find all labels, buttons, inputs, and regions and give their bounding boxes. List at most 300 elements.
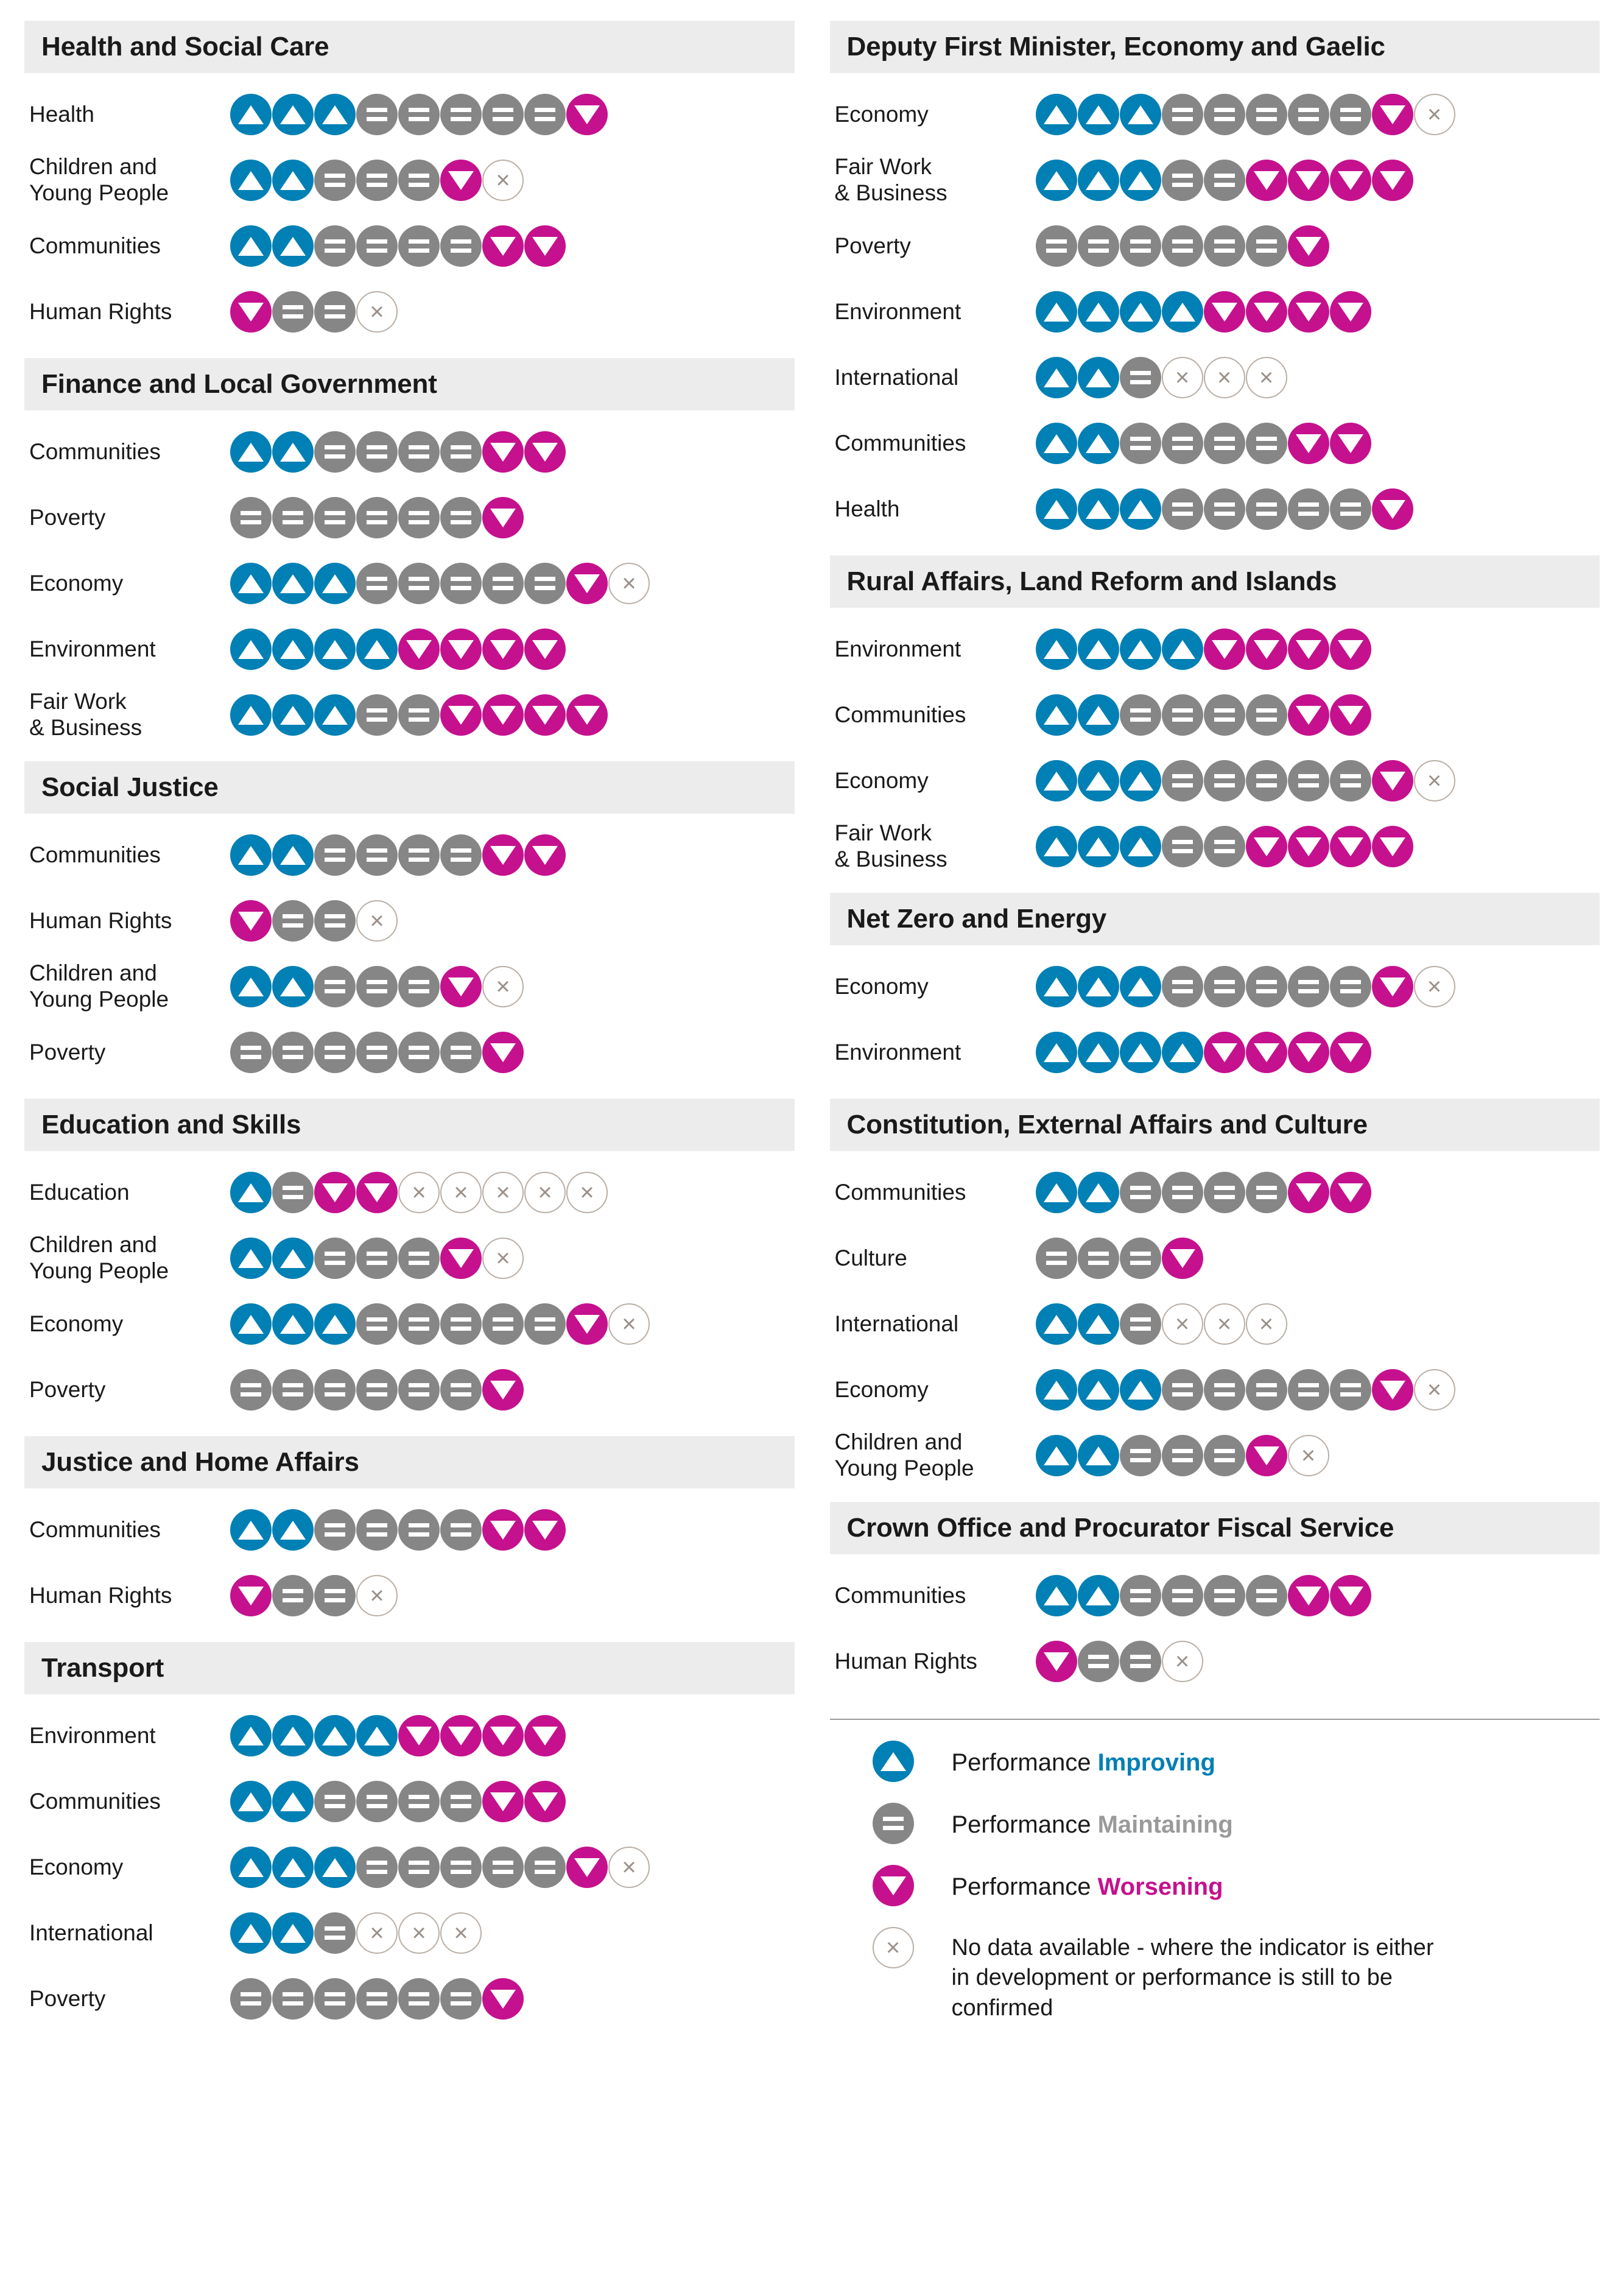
maintaining-icon [1288, 94, 1329, 135]
maintaining-icon [1162, 826, 1203, 867]
improving-icon [230, 966, 272, 1007]
improving-icon [1036, 966, 1077, 1007]
legend-icon-wrap [873, 1927, 952, 1968]
maintaining-icon [1162, 1369, 1203, 1411]
improving-icon [1036, 826, 1077, 867]
section-title: Net Zero and Energy [846, 904, 1107, 934]
maintaining-icon [1162, 1435, 1203, 1476]
row-label: Economy [29, 570, 124, 596]
worsening-icon [1372, 94, 1413, 135]
status-icon-group [230, 834, 566, 876]
worsening-icon [524, 629, 566, 670]
section-header [830, 555, 1600, 608]
nodata-icon [1162, 1303, 1203, 1345]
worsening-icon [1246, 629, 1287, 670]
legend-label: Performance Maintaining [951, 1811, 1233, 1838]
legend-item [830, 1865, 1600, 1906]
maintaining-icon [1246, 488, 1287, 530]
improving-icon [272, 1238, 314, 1279]
legend-label: No data available - where the indicator is either in development or performance is still to be confirmed [951, 1935, 1434, 2021]
indicator-row [830, 476, 1600, 542]
maintaining-icon [440, 1369, 482, 1411]
maintaining-icon [314, 291, 356, 333]
status-icon-group [1036, 94, 1455, 135]
worsening-icon [1330, 291, 1371, 333]
maintaining-icon [1162, 1172, 1203, 1213]
maintaining-icon [1330, 1369, 1371, 1411]
worsening-icon [1246, 1032, 1287, 1073]
nodata-icon [482, 1172, 524, 1213]
status-icon-group [230, 629, 566, 670]
improving-icon [1120, 94, 1161, 135]
legend-keyword: Worsening [1097, 1873, 1223, 1900]
maintaining-icon [440, 94, 482, 135]
improving-icon [230, 834, 272, 876]
improving-icon [1078, 1575, 1119, 1616]
improving-icon [314, 694, 356, 736]
worsening-icon [482, 431, 524, 473]
indicator-row [24, 822, 795, 888]
maintaining-icon [440, 563, 482, 604]
maintaining-icon [398, 1509, 440, 1551]
status-icon-group [230, 966, 524, 1007]
row-label: Communities [29, 1516, 161, 1542]
maintaining-icon [1120, 1238, 1161, 1279]
section-header [830, 21, 1600, 73]
worsening-icon [482, 1369, 524, 1411]
maintaining-icon [356, 225, 398, 267]
status-icon-group [230, 1172, 608, 1213]
maintaining-icon [398, 1978, 440, 2020]
row-label: Communities [834, 430, 966, 456]
right-column [830, 21, 1600, 2267]
worsening-icon [440, 694, 482, 736]
status-icon-group [1036, 1575, 1371, 1616]
maintaining-icon [482, 94, 524, 135]
nodata-icon [1162, 1641, 1203, 1682]
row-label: Poverty [29, 1039, 106, 1065]
indicator-row [24, 682, 795, 748]
nodata-icon [482, 966, 524, 1007]
status-icon-group [230, 1238, 524, 1279]
maintaining-icon [524, 563, 566, 604]
status-icon-group [230, 225, 566, 267]
status-icon-group [230, 160, 524, 201]
maintaining-icon [1120, 1303, 1161, 1345]
worsening-icon [230, 900, 272, 942]
status-icon-group [230, 900, 398, 942]
section [24, 1436, 795, 1629]
maintaining-icon [1330, 760, 1371, 801]
improving-icon [1078, 760, 1119, 801]
row-label: Economy [834, 973, 929, 999]
improving-icon [1120, 1369, 1161, 1411]
worsening-icon [1246, 826, 1287, 867]
maintaining-icon [356, 563, 398, 604]
row-label: Education [29, 1179, 130, 1205]
nodata-icon [482, 160, 524, 201]
improving-icon [1036, 423, 1077, 464]
indicator-row [24, 147, 795, 213]
status-icon-group [1036, 291, 1371, 333]
section [24, 1099, 795, 1423]
improving-icon [272, 694, 314, 736]
indicator-row [830, 410, 1600, 476]
status-icon-group [1036, 1369, 1455, 1411]
maintaining-icon [1204, 1435, 1245, 1476]
maintaining-icon [398, 1847, 440, 1888]
section-title: Transport [41, 1653, 164, 1683]
worsening-icon [524, 1781, 566, 1822]
maintaining-icon [398, 1238, 440, 1279]
section [830, 893, 1600, 1085]
row-label: Communities [29, 1788, 161, 1814]
row-label: Human Rights [29, 907, 172, 933]
improving-icon [272, 225, 314, 267]
improving-icon [1120, 760, 1161, 801]
worsening-icon [482, 225, 524, 267]
maintaining-icon [398, 563, 440, 604]
worsening-icon [1204, 629, 1245, 670]
legend-item [830, 1803, 1600, 1844]
improving-icon [1120, 291, 1161, 333]
indicator-row [24, 616, 795, 682]
maintaining-icon [482, 1303, 524, 1345]
worsening-icon [873, 1865, 914, 1906]
maintaining-icon [1288, 966, 1329, 1007]
worsening-icon [440, 966, 482, 1007]
indicator-row [830, 1160, 1600, 1225]
indicator-row [830, 1629, 1600, 1694]
nodata-icon [356, 291, 398, 333]
row-label: Environment [834, 1039, 961, 1065]
improving-icon [314, 1303, 356, 1345]
improving-icon [230, 1847, 272, 1888]
maintaining-icon [398, 160, 440, 201]
improving-icon [272, 966, 314, 1007]
improving-icon [272, 1912, 314, 1954]
maintaining-icon [1288, 1369, 1329, 1411]
maintaining-icon [356, 1369, 398, 1411]
maintaining-icon [356, 497, 398, 538]
status-icon-group [230, 1847, 650, 1888]
maintaining-icon [356, 1978, 398, 2020]
row-label: Human Rights [834, 1648, 977, 1674]
section-header [24, 1642, 795, 1694]
worsening-icon [482, 497, 524, 538]
maintaining-icon [1330, 488, 1371, 530]
improving-icon [230, 1238, 272, 1279]
improving-icon [272, 431, 314, 473]
status-icon-group [230, 497, 524, 538]
improving-icon [230, 1715, 272, 1756]
maintaining-icon [314, 160, 356, 201]
row-label: Fair Work & Business [834, 154, 947, 205]
improving-icon [272, 834, 314, 876]
worsening-icon [1372, 826, 1413, 867]
maintaining-icon [1036, 1238, 1077, 1279]
maintaining-icon [1204, 225, 1245, 267]
indicator-row [830, 82, 1600, 147]
maintaining-icon [1246, 1369, 1287, 1411]
nodata-icon [482, 1238, 524, 1279]
improving-icon [272, 563, 314, 604]
improving-icon [1078, 1369, 1119, 1411]
maintaining-icon [314, 1575, 356, 1616]
worsening-icon [1372, 1369, 1413, 1411]
maintaining-icon [1204, 826, 1245, 867]
worsening-icon [1330, 1575, 1371, 1616]
status-icon-group [230, 291, 398, 333]
section-header [830, 1099, 1600, 1151]
maintaining-icon [356, 1509, 398, 1551]
improving-icon [1120, 160, 1161, 201]
status-icon-group [230, 1912, 482, 1954]
nodata-icon [1246, 357, 1287, 398]
maintaining-icon [1078, 1641, 1119, 1682]
worsening-icon [1330, 629, 1371, 670]
maintaining-icon [440, 1781, 482, 1822]
legend-keyword: Maintaining [1097, 1811, 1233, 1838]
improving-icon [1078, 94, 1119, 135]
improving-icon [1120, 629, 1161, 670]
status-icon-group [1036, 160, 1413, 201]
worsening-icon [566, 694, 608, 736]
maintaining-icon [314, 1912, 356, 1954]
indicator-row [24, 888, 795, 954]
status-icon-group [1036, 1641, 1203, 1682]
maintaining-icon [1246, 225, 1287, 267]
legend-label: Performance Worsening [951, 1873, 1223, 1900]
maintaining-icon [356, 834, 398, 876]
worsening-icon [440, 629, 482, 670]
maintaining-icon [272, 1575, 314, 1616]
maintaining-icon [230, 497, 272, 538]
status-icon-group [1036, 1172, 1371, 1213]
nodata-icon [1204, 357, 1245, 398]
improving-icon [272, 94, 314, 135]
section-header [24, 761, 795, 814]
indicator-row [830, 748, 1600, 814]
maintaining-icon [272, 1978, 314, 2020]
worsening-icon [1372, 966, 1413, 1007]
worsening-icon [1288, 160, 1329, 201]
maintaining-icon [1204, 1575, 1245, 1616]
indicator-row [24, 279, 795, 345]
maintaining-icon [1078, 1238, 1119, 1279]
improving-icon [272, 1781, 314, 1822]
improving-icon [1078, 1435, 1119, 1476]
maintaining-icon [356, 431, 398, 473]
maintaining-icon [314, 1369, 356, 1411]
maintaining-icon [398, 1369, 440, 1411]
maintaining-icon [1120, 225, 1161, 267]
worsening-icon [566, 1847, 608, 1888]
worsening-icon [440, 160, 482, 201]
improving-icon [1078, 423, 1119, 464]
maintaining-icon [1246, 423, 1287, 464]
improving-icon [272, 629, 314, 670]
nodata-icon [608, 1847, 650, 1888]
nodata-icon [398, 1912, 440, 1954]
maintaining-icon [1120, 1435, 1161, 1476]
worsening-icon [1288, 1032, 1329, 1073]
maintaining-icon [314, 900, 356, 942]
status-icon-group [230, 694, 608, 736]
nodata-icon [398, 1172, 440, 1213]
worsening-icon [1288, 1172, 1329, 1213]
worsening-icon [482, 1032, 524, 1073]
worsening-icon [482, 1715, 524, 1756]
row-label: Communities [29, 233, 161, 258]
row-label: Environment [29, 1722, 156, 1748]
improving-icon [1036, 1435, 1077, 1476]
worsening-icon [566, 1303, 608, 1345]
maintaining-icon [398, 431, 440, 473]
nodata-icon [1414, 1369, 1455, 1411]
row-label: Economy [834, 767, 929, 793]
row-label: Communities [29, 439, 161, 464]
improving-icon [1120, 826, 1161, 867]
worsening-icon [482, 629, 524, 670]
status-icon-group [1036, 1238, 1203, 1279]
row-label: International [834, 364, 959, 390]
status-icon-group [1036, 1435, 1329, 1476]
maintaining-icon [1120, 1172, 1161, 1213]
maintaining-icon [1162, 966, 1203, 1007]
maintaining-icon [1204, 160, 1245, 201]
maintaining-icon [1162, 760, 1203, 801]
row-label: Fair Work & Business [834, 820, 947, 872]
legend-keyword: Improving [1097, 1749, 1215, 1776]
worsening-icon [1246, 160, 1287, 201]
indicator-row [24, 1563, 795, 1629]
indicator-row [24, 1160, 795, 1225]
improving-icon [230, 1509, 272, 1551]
row-label: International [29, 1920, 153, 1945]
worsening-icon [482, 834, 524, 876]
section-header [830, 1502, 1600, 1554]
maintaining-icon [440, 225, 482, 267]
improving-icon [356, 629, 398, 670]
improving-icon [1078, 826, 1119, 867]
indicator-row [830, 1563, 1600, 1629]
indicator-row [24, 82, 795, 147]
improving-icon [1078, 488, 1119, 530]
section-title: Health and Social Care [41, 32, 329, 62]
maintaining-icon [1288, 488, 1329, 530]
worsening-icon [1246, 291, 1287, 333]
maintaining-icon [356, 1781, 398, 1822]
row-label: Children and Young People [29, 960, 169, 1012]
row-label: Communities [834, 702, 966, 727]
legend-icon-wrap [873, 1865, 952, 1906]
nodata-icon [608, 1303, 650, 1345]
nodata-icon [1162, 357, 1203, 398]
improving-icon [230, 694, 272, 736]
row-label: Economy [29, 1854, 124, 1879]
maintaining-icon [314, 225, 356, 267]
worsening-icon [440, 1238, 482, 1279]
section-title: Education and Skills [41, 1110, 301, 1140]
section [24, 358, 795, 748]
row-label: Children and Young People [29, 1232, 169, 1283]
improving-icon [1036, 694, 1077, 736]
improving-icon [1036, 760, 1077, 801]
improving-icon [1078, 629, 1119, 670]
maintaining-icon [1162, 225, 1203, 267]
improving-icon [356, 1715, 398, 1756]
improving-icon [230, 1303, 272, 1345]
improving-icon [1036, 160, 1077, 201]
improving-icon [1036, 629, 1077, 670]
section [24, 761, 795, 1085]
improving-icon [1036, 1369, 1077, 1411]
indicator-row [24, 1900, 795, 1966]
maintaining-icon [1246, 694, 1287, 736]
nodata-icon [1414, 966, 1455, 1007]
worsening-icon [1330, 160, 1371, 201]
maintaining-icon [314, 1238, 356, 1279]
improving-icon [230, 431, 272, 473]
worsening-icon [1372, 160, 1413, 201]
improving-icon [1078, 291, 1119, 333]
status-icon-group [1036, 488, 1413, 530]
section-title: Justice and Home Affairs [41, 1447, 359, 1477]
worsening-icon [1162, 1238, 1203, 1279]
maintaining-icon [272, 291, 314, 333]
improving-icon [230, 1172, 272, 1213]
worsening-icon [230, 1575, 272, 1616]
nodata-icon [356, 1912, 398, 1954]
improving-icon [1036, 357, 1077, 398]
nodata-icon [524, 1172, 566, 1213]
row-label: Environment [29, 636, 156, 661]
nodata-icon [608, 563, 650, 604]
section-header [24, 358, 795, 410]
improving-icon [1120, 966, 1161, 1007]
worsening-icon [356, 1172, 398, 1213]
indicator-row [830, 147, 1600, 213]
nodata-icon [356, 1575, 398, 1616]
indicator-row [24, 1497, 795, 1563]
status-icon-group [1036, 225, 1329, 267]
section-title: Deputy First Minister, Economy and Gaelic [846, 32, 1385, 62]
worsening-icon [1288, 694, 1329, 736]
maintaining-icon [230, 1369, 272, 1411]
maintaining-icon [482, 1847, 524, 1888]
worsening-icon [440, 1715, 482, 1756]
improving-icon [230, 629, 272, 670]
maintaining-icon [873, 1803, 914, 1844]
worsening-icon [1246, 1435, 1287, 1476]
worsening-icon [1372, 488, 1413, 530]
maintaining-icon [1120, 1641, 1161, 1682]
indicator-row [830, 1225, 1600, 1291]
status-icon-group [1036, 966, 1455, 1007]
nodata-icon [1204, 1303, 1245, 1345]
indicator-row [830, 1423, 1600, 1488]
maintaining-icon [398, 1032, 440, 1073]
indicator-row [24, 1966, 795, 2032]
maintaining-icon [356, 966, 398, 1007]
maintaining-icon [314, 1978, 356, 2020]
section-title: Constitution, External Affairs and Culture [846, 1110, 1368, 1140]
maintaining-icon [1204, 760, 1245, 801]
worsening-icon [1288, 629, 1329, 670]
status-icon-group [230, 1575, 398, 1616]
maintaining-icon [1120, 1575, 1161, 1616]
